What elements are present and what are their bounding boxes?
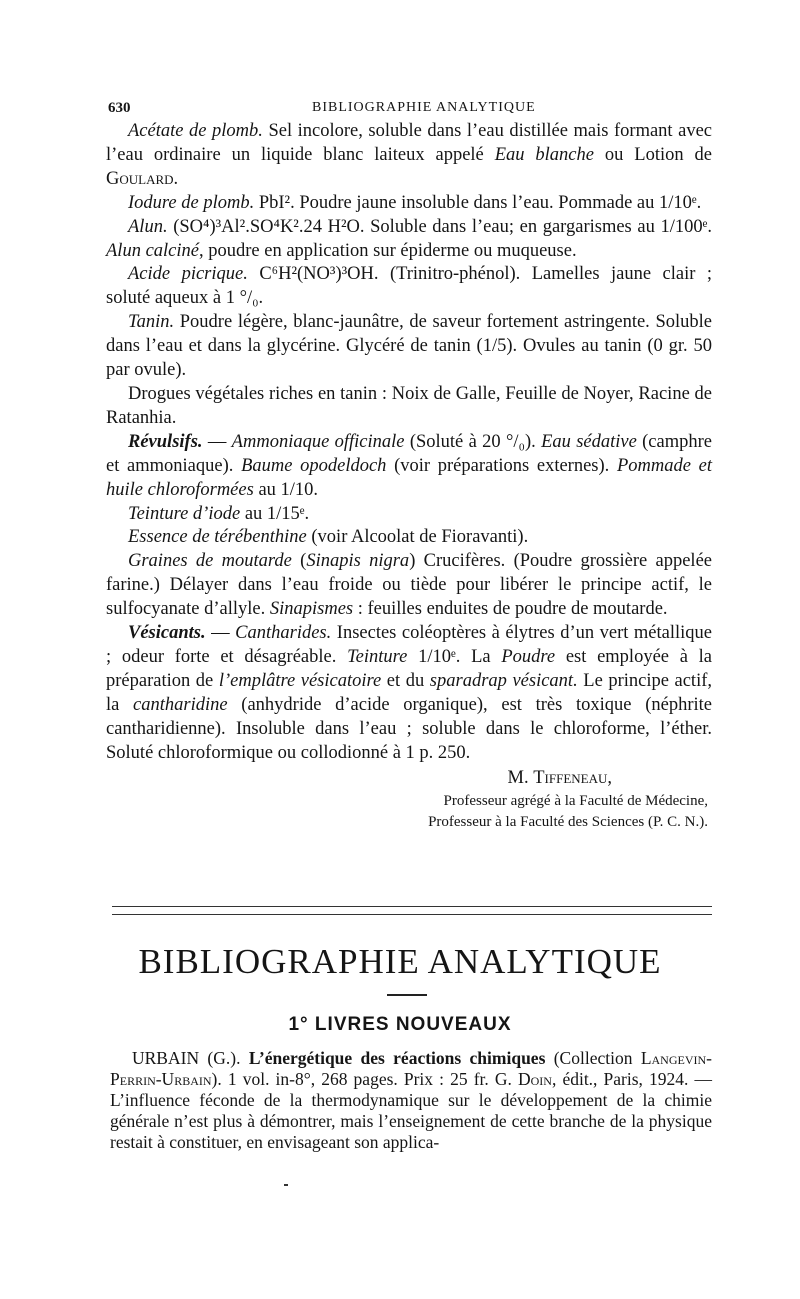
section-divider [112,906,712,915]
paragraph-moutarde: Graines de moutarde (Sinapis nigra) Crucifères. (Poudre grossière appelée farine.) Délayer dans l’eau froide ou tiède pour libérer le principe actif, le sulfocyanate d’allyle. Sinapismes : feuilles enduites de poudre de moutarde. [106,551,712,620]
footer-mark [284,1184,288,1186]
running-title: BIBLIOGRAPHIE ANALYTIQUE [312,100,536,115]
bibliography-entry [110,1048,712,1153]
section-title: BIBLIOGRAPHIE ANALYTIQUE [138,942,662,981]
paragraph-alun: Alun. (SO⁴)³Al².SO⁴K².24 H²O. Soluble dans l’eau; en gargarismes au 1/100ᵉ. Alun calciné, poudre en application sur épiderme ou muqueuse. [106,216,712,261]
paragraph-iodure: Iodure de plomb. PbI². Poudre jaune insoluble dans l’eau. Pommade au 1/10ᵉ. [128,192,702,213]
paragraph-essence: Essence de térébenthine (voir Alcoolat de Fioravanti). [128,527,529,548]
paragraph-revulsifs: Révulsifs. — Ammoniaque officinale (Soluté à 20 °/₀). Eau sédative (camphre et ammoniaque). Baume opodeldoch (voir préparations externes). Pommade et huile chloroformées au 1/10. [106,431,712,500]
article-text [106,120,712,833]
book-title: L’énergétique des réactions chimiques [248,1048,546,1068]
paragraph-drogues: Drogues végétales riches en tanin : Noix de Galle, Feuille de Noyer, Racine de Ratanhia. [106,383,712,428]
paragraph-acetate: Acétate de plomb. Sel incolore, soluble dans l’eau distillée mais formant avec l’eau ordinaire un liquide blanc laiteux appelé Eau blanche ou Lotion de Goulard. [106,121,712,189]
paragraph-teinture-iode: Teinture d’iode au 1/15ᵉ. [128,503,310,524]
book-review: URBAIN (G.). L’énergétique des réactions chimiques (Collection Langevin-Perrin-Urbain). 1 vol. in-8°, 268 pages. Prix : 25 fr. G. Doin, édit., Paris, 1924. — L’influence féconde de la thermodynamique sur le développement de la chimie générale n’est plus à démontrer, mais l’enseignement de cette branche de la physique restait à constituer, en envisageant son applica- [110,1048,712,1152]
paragraph-tanin: Tanin. Poudre légère, blanc-jaunâtre, de saveur fortement astringente. Soluble dans l’eau et dans la glycérine. Glycéré de tanin (1/5). Ovules au tanin (0 gr. 50 par ovule). [106,312,712,381]
title-underline [387,994,427,996]
page-body [106,98,712,833]
paragraph-vesicants: Vésicants. — Cantharides. Insectes coléoptères à élytres d’un vert métallique ; odeur forte et désagréable. Teinture 1/10ᵉ. La Poudre est employée à la préparation de l’emplâtre vésicatoire et du sparadrap vésicant. Le principe actif, la cantharidine (anhydride d’acide organique), est très toxique (néphrite cantharidienne). Insoluble dans l’eau ; soluble dans le chloroforme, l’éther. Soluté chloroformique ou collodionné à 1 p. 250. [106,623,712,763]
author-title-1: Professeur agrégé à la Faculté de Médecine, [443,793,708,810]
running-header [106,98,712,120]
section-subtitle: 1° LIVRES NOUVEAUX [288,1014,512,1035]
paragraph-acide-picrique: Acide picrique. C⁶H²(NO³)³OH. (Trinitro-phénol). Lamelles jaune clair ; soluté aqueux à 1 °/₀. [106,264,712,309]
author-signature: M. Tiffeneau, [507,768,612,789]
page-number: 630 [108,100,131,116]
author-title-2: Professeur à la Faculté des Sciences (P. C. N.). [428,814,708,831]
